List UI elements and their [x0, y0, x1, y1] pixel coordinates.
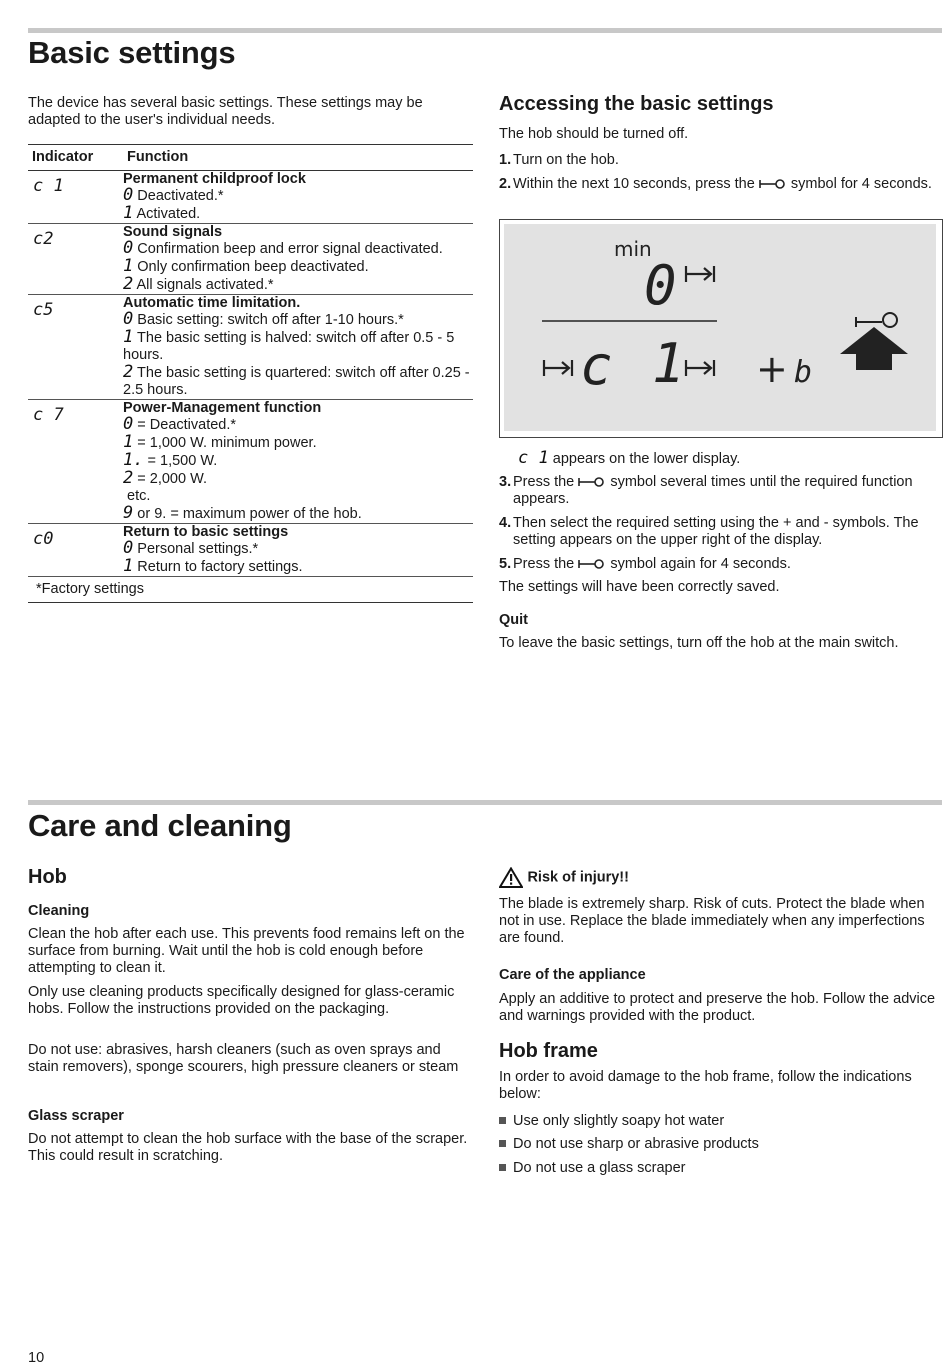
risk-text: The blade is extremely sharp. Risk of cuts. Protect the blade when not in use. Replace the blade immediately when any imperfections are found. [499, 896, 925, 946]
timer-arrow-icon [686, 360, 714, 376]
timer-arrow-icon [544, 360, 572, 376]
scraper-text: Do not attempt to clean the hob surface with the base of the scraper. This could result in scratching. [28, 1131, 468, 1164]
hob-title: Hob [28, 866, 67, 888]
function-option: 0 = Deactivated.* [123, 414, 237, 434]
scraper-title: Glass scraper [28, 1108, 124, 1124]
function-title: Power-Management function [123, 400, 322, 416]
display-illustration [499, 219, 943, 438]
hob-display-svg [504, 224, 936, 431]
plus-symbol: + [756, 347, 788, 391]
list-item: Do not use a glass scraper [499, 1160, 685, 1176]
cleaning-p3: Do not use: abrasives, harsh cleaners (such as oven sprays and stain removers), sponge scourers, high pressure cleaners or steam [28, 1042, 459, 1075]
function-option: 1. = 1,500 W. [123, 450, 218, 470]
function-option: 2 = 2,000 W. [123, 468, 208, 488]
step-2: 2. Within the next 10 seconds, press the symbol for 4 seconds. [499, 176, 932, 192]
function-option: etc. [127, 488, 151, 504]
function-title: Sound signals [123, 224, 223, 240]
indicator-code: c2 [28, 224, 123, 295]
indicator-code: c5 [28, 295, 123, 400]
upper-digit: 0 [644, 254, 677, 317]
bullet-icon [499, 1117, 506, 1124]
settings-table [28, 144, 473, 603]
cleaning-p2: Only use cleaning products specifically designed for glass-ceramic hobs. Follow the instructions provided on the packaging. [28, 984, 455, 1017]
indicator-code: c 7 [28, 400, 123, 524]
min-label: min [614, 237, 652, 261]
timer-arrow-icon [686, 266, 714, 282]
appliance-text: Apply an additive to protect and preserve the hob. Follow the advice and warnings provided with the product. [499, 991, 936, 1024]
risk-title: Risk of injury!! [527, 869, 629, 886]
function-option: 1 = 1,000 W. minimum power. [123, 432, 317, 452]
quit-text: To leave the basic settings, turn off the hob at the main switch. [499, 635, 899, 651]
warning-icon [499, 867, 523, 888]
key-icon [578, 476, 606, 488]
frame-title: Hob frame [499, 1040, 598, 1062]
bullet-icon [499, 1164, 506, 1171]
step-4: 4. Then select the required setting using the + and - symbols. The setting appears on the upper right of the display. [499, 515, 919, 548]
frame-intro: In order to avoid damage to the hob frame, follow the indications below: [499, 1069, 912, 1102]
column-header-function: Function [123, 145, 473, 171]
function-title: Return to basic settings [123, 524, 289, 540]
saved-text: The settings will have been correctly saved. [499, 579, 780, 595]
list-item: Use only slightly soapy hot water [499, 1113, 724, 1129]
cleaning-title: Cleaning [28, 903, 90, 919]
page-title: Basic settings [28, 35, 236, 70]
function-option: 1 Return to factory settings. [123, 558, 473, 577]
function-title: Automatic time limitation. [123, 295, 301, 311]
function-title: Permanent childproof lock [123, 171, 306, 187]
b-symbol: b [794, 355, 813, 390]
indicator-code: c 1 [28, 171, 123, 224]
access-intro: The hob should be turned off. [499, 126, 689, 142]
lower-right-digit: 1 [652, 332, 685, 395]
key-icon [759, 178, 787, 190]
function-option: 2 The basic setting is quartered: switch off after 0.25 - 2.5 hours. [123, 364, 473, 400]
section-divider [28, 28, 942, 33]
appliance-title: Care of the appliance [499, 967, 646, 983]
function-option: 1 Activated. [123, 205, 473, 224]
press-arrow-icon [840, 327, 908, 370]
care-title: Care and cleaning [28, 808, 292, 843]
page-number: 10 [28, 1350, 45, 1366]
function-option: 9 or 9. = maximum power of the hob. [123, 505, 473, 524]
function-option: 0 Deactivated.* [123, 185, 224, 205]
lower-left-digit: c [580, 334, 613, 397]
function-option: 0 Confirmation beep and error signal deactivated. [123, 238, 443, 258]
table-footnote: *Factory settings [28, 577, 473, 603]
key-icon [856, 313, 897, 327]
section-divider [28, 800, 942, 805]
indicator-code: c0 [28, 524, 123, 577]
step-3: 3. Press the symbol several times until the required function appears. [499, 474, 913, 507]
column-header-indicator: Indicator [28, 145, 123, 171]
step-1: 1. Turn on the hob. [499, 152, 619, 168]
bullet-icon [499, 1140, 506, 1147]
quit-title: Quit [499, 612, 528, 628]
cleaning-p1: Clean the hob after each use. This prevents food remains left on the surface from burning. Wait until the hob is cold enough before attempting to clean it. [28, 926, 465, 976]
key-icon [578, 558, 606, 570]
intro-text: The device has several basic settings. These settings may be adapted to the user's individual needs. [28, 95, 423, 128]
access-title: Accessing the basic settings [499, 93, 774, 115]
function-option: 1 The basic setting is halved: switch off after 0.5 - 5 hours. [123, 327, 455, 363]
list-item: Do not use sharp or abrasive products [499, 1136, 759, 1152]
function-option: 0 Basic setting: switch off after 1-10 hours.* [123, 309, 404, 329]
step-5: 5. Press the symbol again for 4 seconds. [499, 556, 791, 572]
function-option: 2 All signals activated.* [123, 276, 473, 295]
function-option: 0 Personal settings.* [123, 538, 259, 558]
risk-heading [499, 867, 629, 888]
function-option: 1 Only confirmation beep deactivated. [123, 256, 369, 276]
display-note: c 1 appears on the lower display. [518, 448, 741, 468]
